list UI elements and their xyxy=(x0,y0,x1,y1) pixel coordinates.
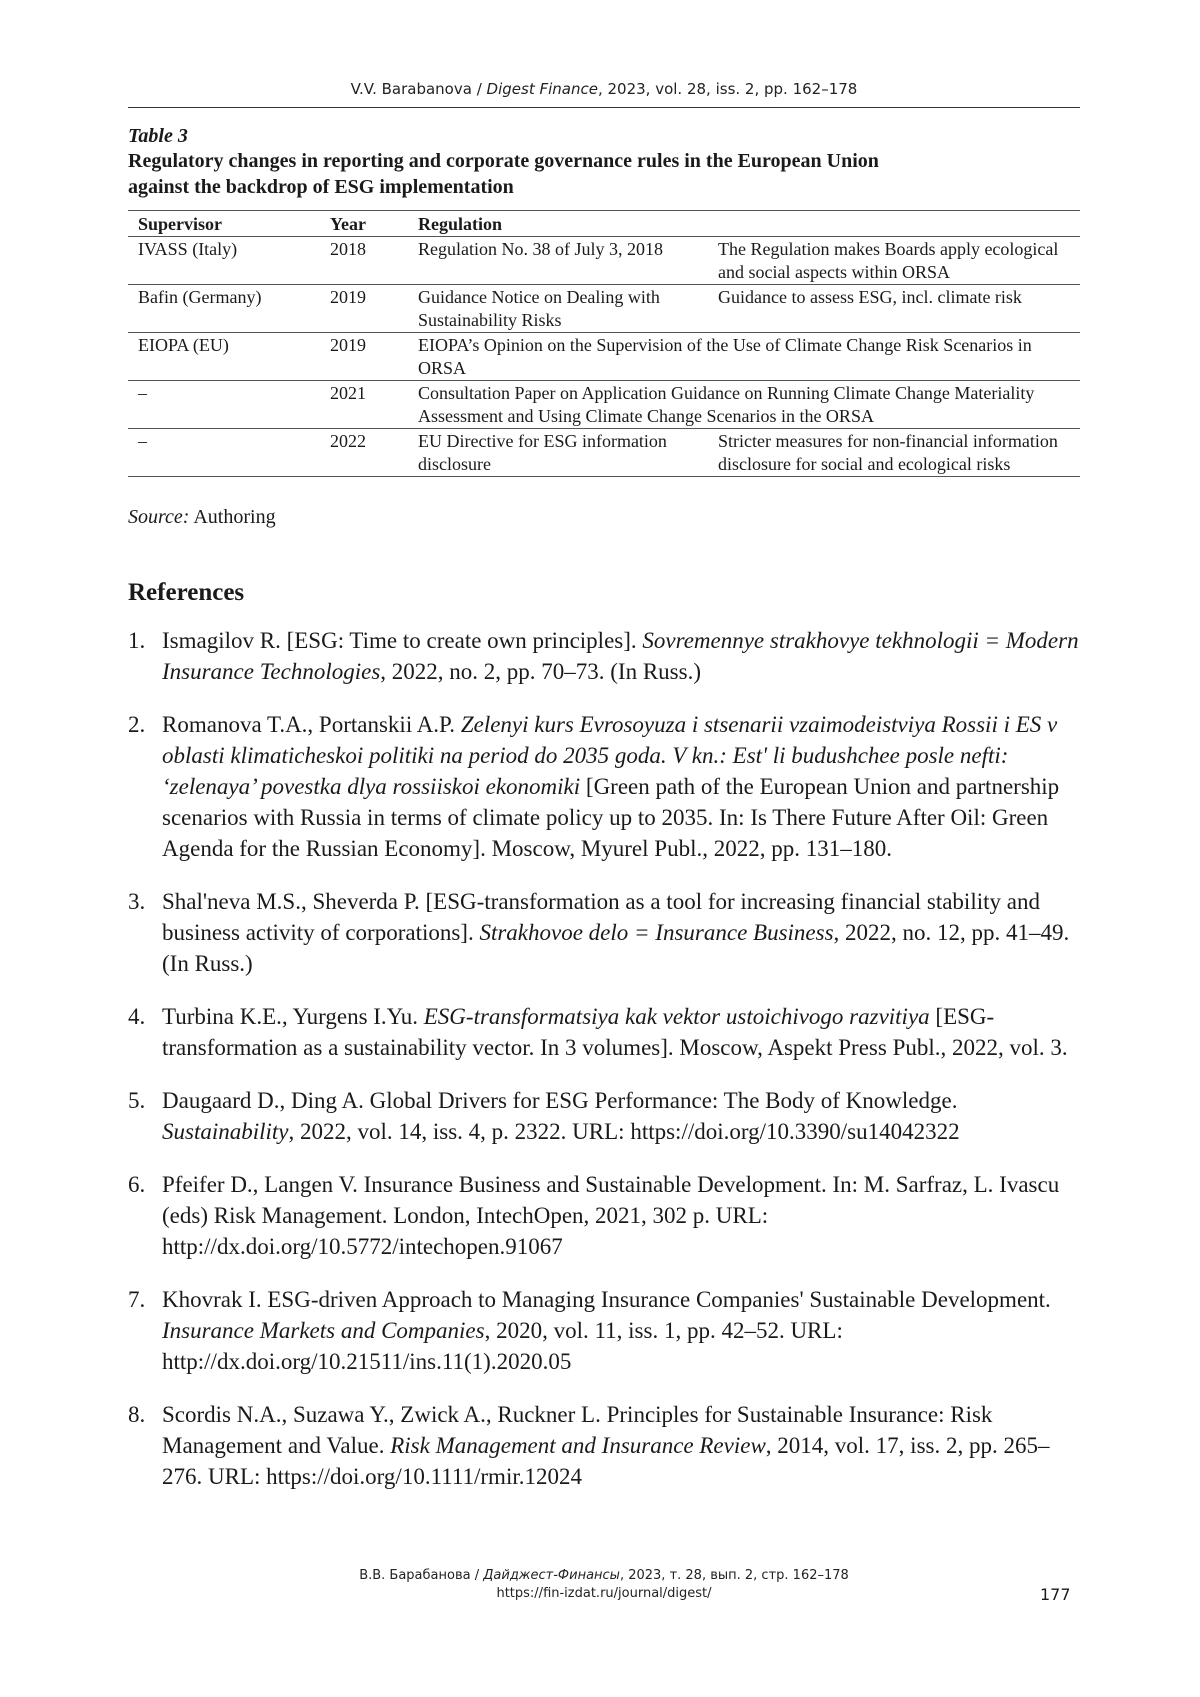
table-source xyxy=(128,506,276,529)
regulatory-changes-table xyxy=(128,210,1080,477)
table-title-line-2: against the backdrop of ESG implementation xyxy=(128,176,514,198)
reference-number: 2. xyxy=(128,712,146,737)
reference-text: Daugaard D., Ding A. Global Drivers for ESG Performance: The Body of Knowledge. xyxy=(162,1088,958,1113)
cell-regulation: EU Directive for ESG information disclosure xyxy=(408,429,708,477)
reference-item xyxy=(128,1001,1088,1063)
references-heading: References xyxy=(128,579,245,606)
table-header-row xyxy=(128,211,1080,237)
reference-text: Turbina K.E., Yurgens I.Yu. xyxy=(162,1004,424,1029)
reference-text: Romanova T.A., Portanskii A.P. xyxy=(162,712,461,737)
cell-year: 2021 xyxy=(320,381,408,429)
reference-number: 6. xyxy=(128,1172,146,1197)
reference-text-tail: , 2022, no. 12, pp. 41–49. (In Russ.) xyxy=(162,920,1070,976)
header-separator: / xyxy=(471,80,487,98)
footer-citation xyxy=(128,1567,1080,1585)
reference-text-tail: , 2022, no. 2, pp. 70–73. (In Russ.) xyxy=(380,659,701,684)
cell-regulation: Regulation No. 38 of July 3, 2018 xyxy=(408,237,708,285)
table-number: Table 3 xyxy=(128,125,188,147)
reference-number: 4. xyxy=(128,1004,146,1029)
source-label: Source: xyxy=(128,506,190,528)
reference-source-title: Sustainability xyxy=(162,1119,289,1144)
source-value: Authoring xyxy=(189,506,276,528)
page-number: 177 xyxy=(1040,1585,1071,1604)
reference-text-tail: [Green path of the European Union and partnership scenarios with Russia in terms of climate policy up to 2035. In: Is There Future After Oil: Green Agenda for the Russian Economy]. Moscow, Myurel Publ., 2022, pp. 131–180. xyxy=(162,774,1060,861)
reference-text: Pfeifer D., Langen V. Insurance Business and Sustainable Development. In: M. Sarfraz, L. Ivascu (eds) Risk Management. London, IntechOpen, 2021, 302 p. URL: http://dx.doi.org/10.5772/intechopen.91067 xyxy=(162,1172,1060,1259)
reference-text-tail: [ESG-transformation as a sustainability vector. In 3 volumes]. Moscow, Aspekt Press Publ., 2022, vol. 3. xyxy=(162,1004,1068,1060)
column-header-supervisor: Supervisor xyxy=(128,211,320,237)
cell-year: 2018 xyxy=(320,237,408,285)
header-details: , 2023, vol. 28, iss. 2, pp. 162–178 xyxy=(597,80,858,98)
running-header xyxy=(128,80,1080,98)
footer-url[interactable]: https://fin-izdat.ru/journal/digest/ xyxy=(496,1586,712,1601)
table-row xyxy=(128,285,1080,333)
cell-regulation: Guidance Notice on Dealing with Sustainability Risks xyxy=(408,285,708,333)
column-header-year: Year xyxy=(320,211,408,237)
cell-year: 2019 xyxy=(320,285,408,333)
cell-supervisor: Bafin (Germany) xyxy=(128,285,320,333)
reference-number: 5. xyxy=(128,1088,146,1113)
reference-text: Scordis N.A., Suzawa Y., Zwick A., Ruckner L. Principles for Sustainable Insurance: Risk Management and Value. xyxy=(162,1402,993,1458)
reference-text: Khovrak I. ESG-driven Approach to Managing Insurance Companies' Sustainable Development. xyxy=(162,1287,1051,1312)
cell-regulation: Consultation Paper on Application Guidance on Running Climate Change Materiality Assessment and Using Climate Change Scenarios in the ORSA xyxy=(408,381,1080,429)
reference-text: Ismagilov R. [ESG: Time to create own principles]. xyxy=(162,628,643,653)
reference-text-tail: , 2014, vol. 17, iss. 2, pp. 265–276. URL: https://doi.org/10.1111/rmir.12024 xyxy=(162,1433,1050,1489)
reference-source-title: ESG-transformatsiya kak vektor ustoichivogo razvitiya xyxy=(423,1004,930,1029)
reference-source-title: Sovremennye strakhovye tekhnologii = Modern Insurance Technologies xyxy=(162,628,1079,684)
header-rule xyxy=(128,107,1080,108)
reference-item xyxy=(128,709,1088,864)
reference-item xyxy=(128,1399,1088,1492)
footer-journal: Дайджест-Финансы xyxy=(483,1568,620,1583)
reference-source-title: Insurance Markets and Companies xyxy=(162,1318,485,1343)
cell-description: The Regulation makes Boards apply ecological and social aspects within ORSA xyxy=(708,237,1080,285)
cell-supervisor: EIOPA (EU) xyxy=(128,333,320,381)
table-caption xyxy=(128,124,1080,200)
cell-supervisor: – xyxy=(128,429,320,477)
column-header-regulation: Regulation xyxy=(408,211,1080,237)
header-author: V.V. Barabanova xyxy=(350,80,472,98)
reference-text-tail: , 2022, vol. 14, iss. 4, p. 2322. URL: https://doi.org/10.3390/su14042322 xyxy=(288,1119,960,1144)
reference-source-title: Zelenyi kurs Evrosoyuza i stsenarii vzaimodeistviya Rossii i ES v oblasti klimaticheskoi politiki na period do 2035 goda. V kn.: Est' li budushchee posle nefti: ‘zelenaya’ povestka dlya rossiiskoi ekonomiki xyxy=(162,712,1058,799)
reference-number: 3. xyxy=(128,889,146,914)
reference-text: Shal'neva M.S., Sheverda P. [ESG-transformation as a tool for increasing financial stability and business activity of corporations]. xyxy=(162,889,1040,945)
reference-source-title: Strakhovoe delo = Insurance Business xyxy=(479,920,834,945)
footer-author: В.В. Барабанова xyxy=(359,1568,471,1583)
reference-item xyxy=(128,886,1088,979)
table-row xyxy=(128,429,1080,477)
cell-description: Guidance to assess ESG, incl. climate risk xyxy=(708,285,1080,333)
reference-number: 1. xyxy=(128,628,146,653)
table-row xyxy=(128,237,1080,285)
table-row xyxy=(128,333,1080,381)
reference-item xyxy=(128,625,1088,687)
references-list xyxy=(128,625,1088,1514)
cell-regulation: EIOPA’s Opinion on the Supervision of the Use of Climate Change Risk Scenarios in ORSA xyxy=(408,333,1080,381)
cell-description: Stricter measures for non-financial information disclosure for social and ecological risks xyxy=(708,429,1080,477)
reference-item xyxy=(128,1284,1088,1377)
reference-item xyxy=(128,1085,1088,1147)
footer-details: , 2023, т. 28, вып. 2, стр. 162–178 xyxy=(619,1568,849,1583)
cell-supervisor: – xyxy=(128,381,320,429)
table-row xyxy=(128,381,1080,429)
reference-item xyxy=(128,1169,1088,1262)
reference-number: 8. xyxy=(128,1402,146,1427)
footer-separator: / xyxy=(470,1568,484,1583)
cell-year: 2022 xyxy=(320,429,408,477)
header-journal: Digest Finance xyxy=(486,80,598,98)
cell-supervisor: IVASS (Italy) xyxy=(128,237,320,285)
reference-number: 7. xyxy=(128,1287,146,1312)
table-title-line-1: Regulatory changes in reporting and corporate governance rules in the European Union xyxy=(128,150,879,172)
page-footer xyxy=(128,1567,1080,1603)
reference-text-tail: , 2020, vol. 11, iss. 1, pp. 42–52. URL: http://dx.doi.org/10.21511/ins.11(1).2020.05 xyxy=(162,1318,843,1374)
reference-source-title: Risk Management and Insurance Review xyxy=(390,1433,766,1458)
cell-year: 2019 xyxy=(320,333,408,381)
